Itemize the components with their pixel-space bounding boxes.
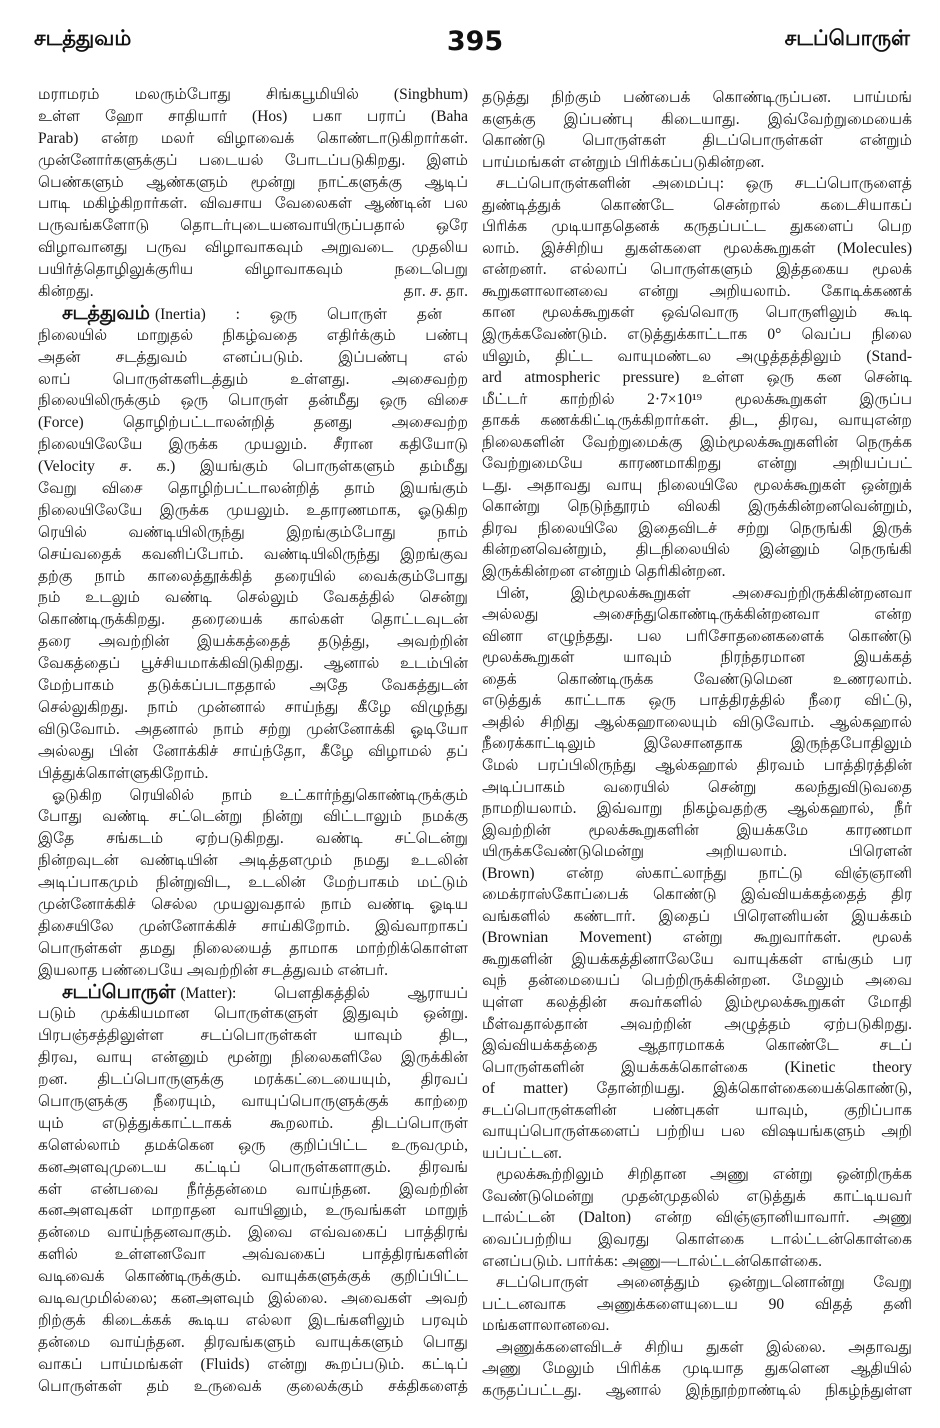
line-text: இருக்கின்றன என்றும் தெரிகின்றன. (482, 563, 726, 581)
text-line (38, 106, 468, 128)
line-text: நிலையில் மாறுதல் நிகழ்வதை எதிர்க்கும் பண்பு (38, 326, 468, 344)
text-line (38, 172, 468, 194)
line-text: யிருக்கவேண்டுமென்று அறியலாம். பிரௌன் (482, 843, 912, 861)
line-text: கின்றனவென்றும், திடநிலையில் இன்னும் நெருங்கி (482, 541, 912, 559)
text-line (38, 412, 468, 434)
text-line (482, 432, 912, 454)
text-line (38, 1244, 468, 1266)
line-text: தற்கு நாம் காலைத்தூக்கித் தரையில் வைக்கும்போது (38, 567, 468, 585)
line-text: பின், இம்மூலக்கூறுகள் அசைவற்றிருக்கின்றனவா (496, 584, 912, 602)
line-text: இதே சங்கடம் ஏற்படுகிறது. வண்டி சட்டென்று (38, 830, 468, 848)
text-line (38, 500, 468, 522)
paragraph (38, 785, 468, 982)
line-text: தன்மை வாய்ந்தனவாகும். இவை எவ்வகைப் பாத்திரங் (38, 1224, 468, 1242)
line-text: தடுத்து நிற்கும் பண்பைக் கொண்டிருப்பன. பாய்மங் (482, 89, 912, 106)
text-line (38, 653, 468, 675)
line-text: கொண்டு பொருள்கள் திடப்பொருள்கள் என்றும் (482, 132, 912, 150)
text-line (38, 763, 468, 785)
line-text: ard atmospheric pressure) உள்ள ஒரு கன சென்டி (482, 369, 912, 387)
text-line (38, 303, 468, 325)
text-line (38, 215, 468, 237)
line-text: நம் உடலும் வண்டி செல்லும் வேகத்தில் சென்று (38, 589, 468, 607)
line-text: வாயுப்பொருள்களைப் பற்றிய பல விஷயங்களும் அறி (482, 1123, 912, 1141)
text-line (482, 324, 912, 346)
line-text: நிலையிலேயே இருக்க முயலும். உதாரணமாக, ஓடுகிற (38, 501, 468, 519)
line-text: மேல் பரப்பிலிருந்து ஆல்கஹால் திரவம் பாத்திரத்தின் (482, 756, 912, 774)
text-line (482, 130, 912, 152)
text-line (482, 87, 912, 109)
line-text: வினா எழுந்தது. பல பரிசோதனைகளைக் கொண்டு (482, 627, 912, 645)
header-right-term: சடப்பொருள் (784, 26, 910, 50)
text-line (482, 647, 912, 669)
line-text: டால்ட்டன் (Dalton) என்ற விஞ்ஞானியாவார். அணு (482, 1209, 912, 1227)
line-text: போது வண்டி சட்டென்று நின்று விட்டாலும் நமக்கு (38, 808, 468, 826)
text-line (482, 216, 912, 238)
text-line (482, 1272, 912, 1294)
text-line (482, 1035, 912, 1057)
line-text: யிலும், திட்ட வாயுமண்டல அழுத்தத்திலும் (Stand- (482, 347, 912, 365)
line-text: அடிப்பாகம் வரையில் சென்று கலந்துவிடுவதை (482, 778, 912, 796)
text-line (482, 669, 912, 691)
line-text: கருதப்பட்டது. ஆனால் இந்நூற்றாண்டில் நிகழ்ந்துள்ள (482, 1381, 912, 1399)
line-text: களில் உள்ளனவோ அவ்வகைப் பாத்திரங்களின் (38, 1246, 468, 1264)
line-text: றன. திடப்பொருளுக்கு மரக்கட்டையையும், திரவப் (38, 1071, 468, 1089)
line-text: விழாவானது பருவ விழாவாகவும் அறுவடை முதலிய (38, 239, 468, 257)
line-text: லாப் பொருள்களிடத்தும் உள்ளது. அசைவற்ற (38, 370, 468, 388)
line-text: யப்பட்டன. (482, 1144, 562, 1162)
text-line (38, 456, 468, 478)
line-text: கொன்று நெடுந்தூரம் விலகி இருக்கின்றனவென்றும், (482, 498, 912, 516)
line-text: வாகப் பாய்மங்கள் (Fluids) என்று கூறப்படும். கட்டிப் (38, 1355, 468, 1373)
text-line (38, 850, 468, 872)
text-line (482, 884, 912, 906)
text-line (482, 626, 912, 648)
line-text: றிற்குக் கிடைக்கக் கூடிய எல்லா இடங்களிலும் பரவும் (38, 1311, 468, 1329)
text-line (38, 697, 468, 719)
line-text: அல்லது அசைந்துகொண்டிருக்கின்றனவா என்ற (482, 606, 912, 624)
line-text: கான மூலக்கூறுகள் ஒவ்வொரு பொருளிலும் கூடி (482, 304, 912, 322)
text-line (38, 741, 468, 763)
line-text: விடுவோம். அதனால் நாம் சற்று முன்னோக்கி ஓடியோ (38, 720, 468, 738)
text-line (38, 193, 468, 215)
line-text: மைக்ராஸ்கோப்பைக் கொண்டு இவ்வியக்கத்தைத் திர (482, 886, 912, 904)
text-line (482, 1014, 912, 1036)
line-text: கனஅளவுகள் மாறாதன வாயினும், உருவங்கள் மாறுந் (38, 1202, 468, 1220)
line-text: ஓடுகிற ரெயிலில் நாம் உட்கார்ந்துகொண்டிருக்கும் (52, 786, 468, 804)
text-line (38, 1310, 468, 1332)
line-text: of matter) தோன்றியது. இக்கொள்கையைக்கொண்டு, (482, 1080, 912, 1098)
text-line (482, 820, 912, 842)
line-text: தரை அவற்றின் இயக்கத்தைத் தடுத்து, அவற்றின் (38, 633, 468, 651)
text-line (38, 675, 468, 697)
text-line (482, 1337, 912, 1359)
line-text: மீள்வதால்தான் அவற்றின் அழுத்தம் ஏற்படுகிறது. (482, 1015, 912, 1033)
text-line (38, 390, 468, 412)
line-text: முன்னோக்கிச் செல்ல முயலுவதால் நாம் வண்டி ஓடிய (38, 895, 468, 913)
text-line (38, 237, 468, 259)
paragraph (482, 583, 912, 1165)
entry-headword: சடப்பொருள் (62, 980, 176, 1003)
text-line (482, 1229, 912, 1251)
line-text: இருக்கவேண்டும். எடுத்துக்காட்டாக 0° வெப்ப நிலை (482, 326, 912, 344)
line-text: மூலக்கூறுகள் யாவும் நிரந்தரமான இயக்கத் (482, 649, 912, 667)
text-line (482, 1186, 912, 1208)
line-text: நாமறியலாம். இவ்வாறு நிகழ்வதற்கு ஆல்கஹால், நீர் (482, 800, 912, 818)
text-line (482, 238, 912, 260)
text-line (482, 259, 912, 281)
text-line (38, 938, 468, 960)
text-line (38, 128, 468, 150)
line-text: களெல்லாம் தமக்கென ஒரு குறிப்பிட்ட உருவமும், (38, 1136, 468, 1154)
text-line (38, 1200, 468, 1222)
line-text: லாம். இச்சிறிய துகள்களை மூலக்கூறுகள் (Molecules) (482, 239, 912, 257)
line-text: திசையிலே முன்னோக்கிச் சாய்கிறோம். இவ்வாறாகப் (38, 917, 468, 935)
line-text: படும் முக்கியமான பொருள்களுள் இதுவும் ஒன்று. (38, 1005, 468, 1023)
line-text: களுக்கு இப்பண்பு கிடையாது. இவ்வேற்றுமையைக் (482, 110, 912, 128)
page-number: 395 (446, 26, 504, 57)
text-line (38, 960, 468, 982)
text-line (38, 478, 468, 500)
line-text: மங்களாலானவை. (482, 1317, 610, 1335)
text-line (482, 583, 912, 605)
line-text: தாகக் கணக்கிட்டிருக்கிறார்கள். திட, திரவ, வாயுஎன்ற (482, 412, 912, 430)
text-line (482, 453, 912, 475)
line-text: மூலக்கூற்றிலும் சிறிதான அணு என்று ஒன்றிருக்க (496, 1166, 912, 1184)
line-text: Parab) என்ற மலர் விழாவைக் கொண்டாடுகிறார்கள். (38, 129, 468, 147)
line-text: பிரபஞ்சத்திலுள்ள சடப்பொருள்கள் யாவும் திட, (38, 1027, 468, 1045)
text-line (482, 1057, 912, 1079)
text-line (482, 346, 912, 368)
line-text: தைக் கொண்டிருக்க வேண்டுமென உணரலாம். (482, 670, 912, 688)
left-column (38, 84, 468, 1397)
text-line (482, 798, 912, 820)
line-text: நிலையிலேயே இருக்க முயலும். சீரான கதியோடு (38, 436, 468, 454)
text-line (482, 841, 912, 863)
line-text: வுந் தன்மையைப் பெற்றிருக்கின்றன. மேலும் அவை (482, 972, 912, 990)
text-line (482, 1315, 912, 1337)
right-column (482, 87, 912, 1401)
line-text: பெண்களும் ஆண்களும் மூன்று நாட்களுக்கு ஆடிப் (38, 173, 468, 191)
text-line (482, 539, 912, 561)
line-text: யுள்ள கலத்தின் சுவர்களில் இம்மூலக்கூறுகள் மோதி (482, 993, 912, 1011)
text-line (482, 970, 912, 992)
line-text: வேறு விசை தொழிற்பட்டாலன்றித் தாம் இயங்கும் (38, 480, 468, 498)
line-text: பித்துக்கொள்ளுகிறோம். (38, 764, 209, 782)
line-text: தன்மை வாய்ந்தன. திரவங்களும் வாயுக்களும் பொது (38, 1333, 468, 1351)
line-text: துண்டித்துக் கொண்டே சென்றால் கடைசியாகப் (482, 196, 912, 214)
line-text: (Brownian Movement) என்று கூறுவார்கள். மூலக் (482, 929, 912, 947)
text-line (38, 872, 468, 894)
text-line (38, 894, 468, 916)
line-text: திரவ, வாயு என்னும் மூன்று நிலைகளிலே இருக்கின் (38, 1049, 468, 1067)
line-text: திரவ நிலையிலே இதைவிடச் சற்று நெருங்கி இருக் (482, 519, 912, 537)
paragraph (482, 1164, 912, 1272)
text-line (482, 992, 912, 1014)
text-line (482, 195, 912, 217)
paragraph (482, 1272, 912, 1337)
paragraph (482, 1337, 912, 1402)
line-text: கூறுகளாலானவை என்று அறியலாம். கோடிக்கணக் (482, 282, 912, 300)
text-line (38, 434, 468, 456)
text-line (482, 927, 912, 949)
line-text: வடிவைக் கொண்டிருக்கும். வாயுக்களுக்குக் குறிப்பிட்ட (38, 1268, 468, 1286)
text-line (482, 1207, 912, 1229)
line-text: அணுக்களைவிடச் சிறிய துகள் இல்லை. அதாவது (496, 1338, 912, 1356)
text-line (38, 916, 468, 938)
line-text: பொருளுக்கு நீரையும், வாயுப்பொருளுக்குக் காற்றை (38, 1092, 468, 1110)
text-line (38, 1179, 468, 1201)
line-text: இவ்வியக்கத்தை ஆதாரமாகக் கொண்டே சடப் (482, 1037, 912, 1055)
text-line (38, 631, 468, 653)
text-line (38, 609, 468, 631)
line-text: செல்லுகிறது. நாம் முன்னால் சாய்ந்து கீழே விழுந்து (38, 698, 468, 716)
text-line (482, 281, 912, 303)
line-text: நீரைக்காட்டிலும் இலேசானதாக இருந்தபோதிலும் (482, 735, 912, 753)
line-text: அதில் சிறிது ஆல்கஹாலையும் விடுவோம். ஆல்கஹால் (482, 713, 912, 731)
line-text: அடிப்பாகமும் நின்றுவிட, உடலின் மேற்பாகம் மட்டும் (38, 874, 468, 892)
text-line (482, 1380, 912, 1402)
text-line (482, 863, 912, 885)
text-line (38, 1157, 468, 1179)
text-line (482, 389, 912, 411)
line-text: அதன் சடத்துவம் எனப்படும். இப்பண்பு எல் (38, 348, 468, 366)
line-text: வங்களில் கண்டார். இதைப் பிரௌனியன் இயக்கம் (482, 907, 912, 925)
text-line (482, 496, 912, 518)
text-line (38, 1047, 468, 1069)
text-line (38, 828, 468, 850)
text-line (482, 906, 912, 928)
line-text: வேற்றுமையே காரணமாகிறது என்று அறியப்பட் (482, 455, 912, 473)
text-line (482, 777, 912, 799)
text-line (38, 1025, 468, 1047)
line-text: கள் என்பவை நீர்த்தன்மை வாய்ந்தன. இவற்றின் (38, 1180, 468, 1198)
line-text: மீட்டர் காற்றில் 2·7×10¹⁹ மூலக்கூறுகள் இருப்ப (482, 390, 912, 408)
text-line (482, 475, 912, 497)
text-line (38, 1069, 468, 1091)
text-line (482, 949, 912, 971)
line-text: சடப்பொருள்களின் பண்புகள் யாவும், குறிப்பாக (482, 1101, 912, 1119)
line-text: கூறுகளின் இயக்கத்தினாலேயே வாயுக்கள் எங்கும் பர (482, 950, 912, 968)
line-text: வைப்பற்றிய இவரது கொள்கை டால்ட்டன்கொள்கை (482, 1230, 912, 1248)
line-text: பொருள்கள் தம் உருவைக் குலைக்கும் சக்திகளைத் (38, 1377, 468, 1395)
line-text: (Velocity ச. க.) இயங்கும் பொருள்களும் தம்மீது (38, 458, 468, 476)
text-line (482, 1078, 912, 1100)
line-text: என்றனர். எல்லாப் பொருள்களும் இத்தகைய மூலக் (482, 261, 912, 279)
text-line (482, 712, 912, 734)
paragraph (38, 84, 468, 303)
text-line (482, 518, 912, 540)
text-line (38, 982, 468, 1004)
text-line (38, 1135, 468, 1157)
line-text: பட்டனவாக அணுக்களையுடைய 90 விதத் தனி (482, 1295, 912, 1313)
line-text: சடப்பொருள்களின் அமைப்பு: ஒரு சடப்பொருளைத் (496, 175, 912, 193)
line-text: யும் எடுத்துக்காட்டாகக் கூறலாம். திடப்பொருள் (38, 1114, 468, 1132)
text-line (482, 109, 912, 131)
text-line (482, 1143, 912, 1165)
line-text: (Inertia) : ஒரு பொருள் தன் (154, 305, 443, 323)
text-line (482, 410, 912, 432)
text-line (38, 719, 468, 741)
line-text: செய்வதைக் கவனிப்போம். வண்டியிலிருந்து இறங்குவ (38, 545, 468, 563)
text-line (482, 733, 912, 755)
line-text: பயிர்த்தொழிலுக்குரிய விழாவாகவும் நடைபெறு (38, 261, 468, 279)
line-text: அல்லது பின் னோக்கிச் சாய்ந்தோ, கீழே விழாமல் தப் (38, 742, 468, 760)
line-text: (Brown) என்ற ஸ்காட்லாந்து நாட்டு விஞ்ஞானி (482, 864, 912, 882)
line-text: மேற்பாகம் தடுக்கப்படாததால் அதே வேகத்துடன் (38, 677, 468, 695)
text-line (38, 544, 468, 566)
text-line (482, 152, 912, 174)
text-line (38, 1332, 468, 1354)
text-line (38, 369, 468, 391)
text-line (38, 1113, 468, 1135)
line-text: இயலாத பண்பையே அவற்றின் சடத்துவம் என்பர். (38, 961, 389, 979)
line-text: வேகத்தைப் பூச்சியமாக்கிவிடுகிறது. ஆனால் உடம்பின் (38, 655, 468, 673)
text-line (482, 1358, 912, 1380)
text-line (38, 281, 468, 303)
text-line (38, 522, 468, 544)
line-text: கின்றது. (38, 283, 94, 301)
text-line (482, 1164, 912, 1186)
text-line (482, 173, 912, 195)
text-line (482, 302, 912, 324)
text-line (38, 806, 468, 828)
line-text: பாடி மகிழ்கிறார்கள். விவசாய வேலைகள் ஆண்டின் பல (38, 195, 468, 213)
text-line (38, 1003, 468, 1025)
line-text: ரெயில் வண்டியிலிருந்து இறங்கும்போது நாம் (38, 523, 468, 541)
line-text: மராமரம் மலரும்போது சிங்கபூமியில் (Singbhum) (38, 86, 468, 103)
text-line (38, 150, 468, 172)
line-text: எடுத்துக் காட்டாக ஒரு பாத்திரத்தில் நீரை விட்டு, (482, 692, 912, 710)
text-line (482, 690, 912, 712)
paragraph (482, 87, 912, 173)
text-line (38, 84, 468, 106)
entry-paragraph (38, 982, 468, 1398)
line-text: பொருள்கள் தமது நிலையைத் தாமாக மாற்றிக்கொள்ள (38, 939, 468, 957)
text-line (482, 1294, 912, 1316)
text-line (38, 785, 468, 807)
line-text: வேண்டுமென்று முதன்முதலில் எடுத்துக் காட்டியவர் (482, 1187, 912, 1205)
text-line (38, 1288, 468, 1310)
text-line (482, 367, 912, 389)
line-text: நின்றவுடன் வண்டியின் அடித்தளமும் நமது உடலின் (38, 852, 468, 870)
text-line (38, 1091, 468, 1113)
line-text: கனஅளவுமுடைய கட்டிப் பொருள்களாகும். திரவங் (38, 1158, 468, 1176)
text-line (482, 604, 912, 626)
text-line (38, 566, 468, 588)
paragraph (482, 173, 912, 582)
line-text: கொண்டிருக்கிறது. தரையைக் கால்கள் தொட்டவுடன் (38, 611, 468, 629)
text-line (38, 1266, 468, 1288)
line-text: (Matter): பௌதிகத்தில் ஆராயப் (180, 984, 468, 1002)
line-text: வடிவமுமில்லை; கனஅளவும் இல்லை. அவைகள் அவற் (38, 1289, 468, 1307)
line-text: பருவங்களோடு தொடர்புடையனவாயிருப்பதால் ஒரே (38, 217, 468, 235)
line-text: உள்ள ஹோ சாதியார் (Hos) பகா பராப் (Baha (38, 107, 468, 125)
line-text: (Force) தொழிற்பட்டாலன்றித் தனது அசைவற்ற (38, 414, 468, 432)
line-text: எனப்படும். பார்க்க: அணு—டால்ட்டன்கொள்கை. (482, 1252, 822, 1270)
line-text: பொருள்களின் இயக்கக்கொள்கை (Kinetic theory (482, 1058, 912, 1076)
line-text: அணு மேலும் பிரிக்க முடியாத துகளென ஆதியில் (482, 1360, 912, 1378)
entry-paragraph (38, 303, 468, 785)
text-line (482, 1100, 912, 1122)
text-line (482, 561, 912, 583)
line-text: சடப்பொருள் அனைத்தும் ஒன்றுடனொன்று வேறு (496, 1274, 912, 1292)
line-text: நிலைகளின் வேற்றுமைக்கு இம்மூலக்கூறுகளின் நெருக்க (482, 433, 912, 451)
text-line (38, 1376, 468, 1398)
line-text: பிரிக்க முடியாததெனக் கருதப்பட்ட துகளைப் பெற (482, 218, 912, 236)
text-line (482, 1251, 912, 1273)
line-text: நிலையிலிருக்கும் ஒரு பொருள் தன்மீது ஒரு விசை (38, 392, 468, 410)
header-left-term: சடத்துவம் (34, 26, 132, 50)
entry-headword: சடத்துவம் (62, 301, 150, 324)
author-initials: தா. ச. தா. (403, 283, 468, 301)
text-line (38, 347, 468, 369)
text-line (482, 755, 912, 777)
line-text: பாய்மங்கள் என்றும் பிரிக்கப்படுகின்றன. (482, 153, 765, 171)
text-line (38, 259, 468, 281)
text-line (38, 1222, 468, 1244)
text-line (482, 1121, 912, 1143)
text-line (38, 325, 468, 347)
line-text: முன்னோர்களுக்குப் படையல் போடப்படுகிறது. இளம் (38, 151, 468, 169)
line-text: டது. அதாவது வாயு நிலையிலே மூலக்கூறுகள் ஒன்றுக் (482, 476, 912, 494)
text-line (38, 1354, 468, 1376)
line-text: இவற்றின் மூலக்கூறுகளின் இயக்கமே காரணமா (482, 821, 912, 839)
text-line (38, 587, 468, 609)
